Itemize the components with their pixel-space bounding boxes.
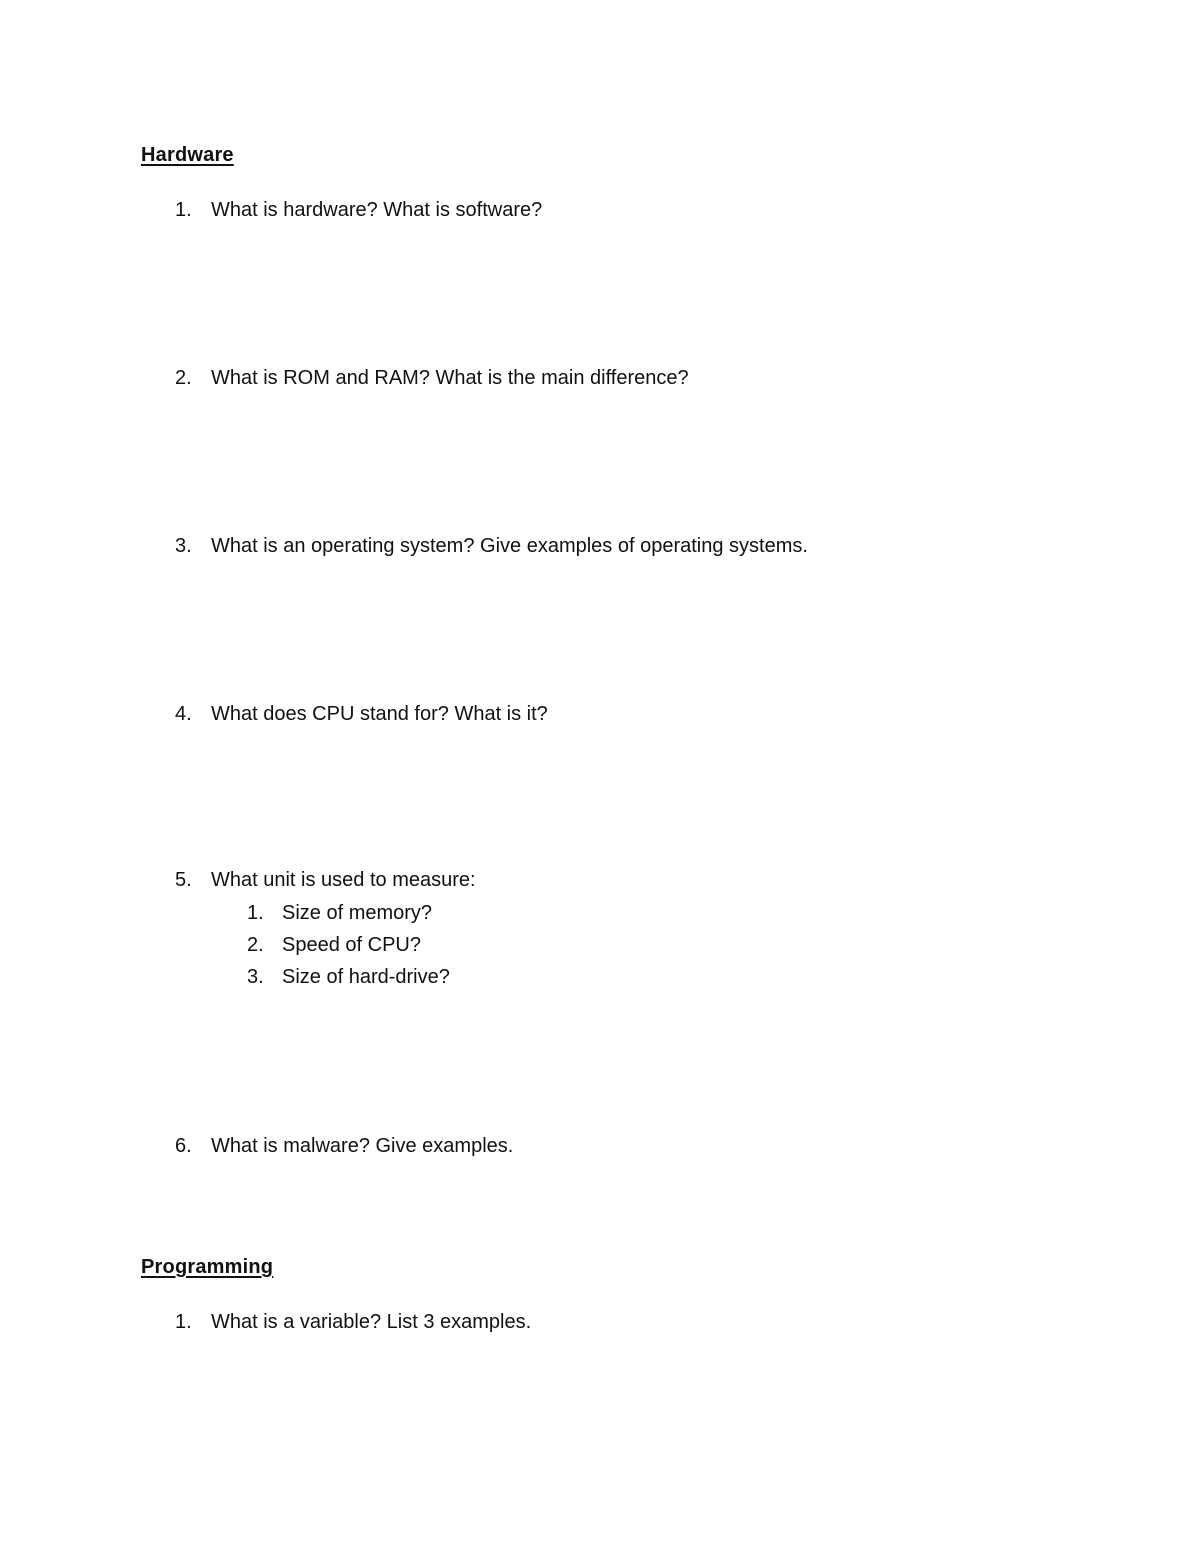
sub-question-text: Size of hard-drive? — [282, 966, 450, 988]
question-number: 6. — [175, 1135, 192, 1157]
question-number: 3. — [175, 535, 192, 557]
sub-question-number: 2. — [247, 934, 264, 956]
question-number: 4. — [175, 703, 192, 725]
question-text: What is ROM and RAM? What is the main difference? — [211, 367, 689, 389]
question-text: What is hardware? What is software? — [211, 199, 543, 221]
question-number: 5. — [175, 869, 192, 891]
section-heading-hardware: Hardware — [141, 144, 234, 166]
question-number: 1. — [175, 1311, 192, 1333]
question-number: 2. — [175, 367, 192, 389]
question-text: What is malware? Give examples. — [211, 1135, 514, 1157]
question-number: 1. — [175, 199, 192, 221]
question-text: What is a variable? List 3 examples. — [211, 1311, 532, 1333]
sub-question-number: 3. — [247, 966, 264, 988]
sub-question-text: Speed of CPU? — [282, 934, 421, 956]
sub-question-text: Size of memory? — [282, 902, 433, 924]
question-text: What unit is used to measure: — [211, 869, 476, 891]
question-text: What is an operating system? Give examples of operating systems. — [211, 535, 808, 557]
sub-question-number: 1. — [247, 902, 264, 924]
section-heading-programming: Programming — [141, 1256, 274, 1278]
question-text: What does CPU stand for? What is it? — [211, 703, 548, 725]
